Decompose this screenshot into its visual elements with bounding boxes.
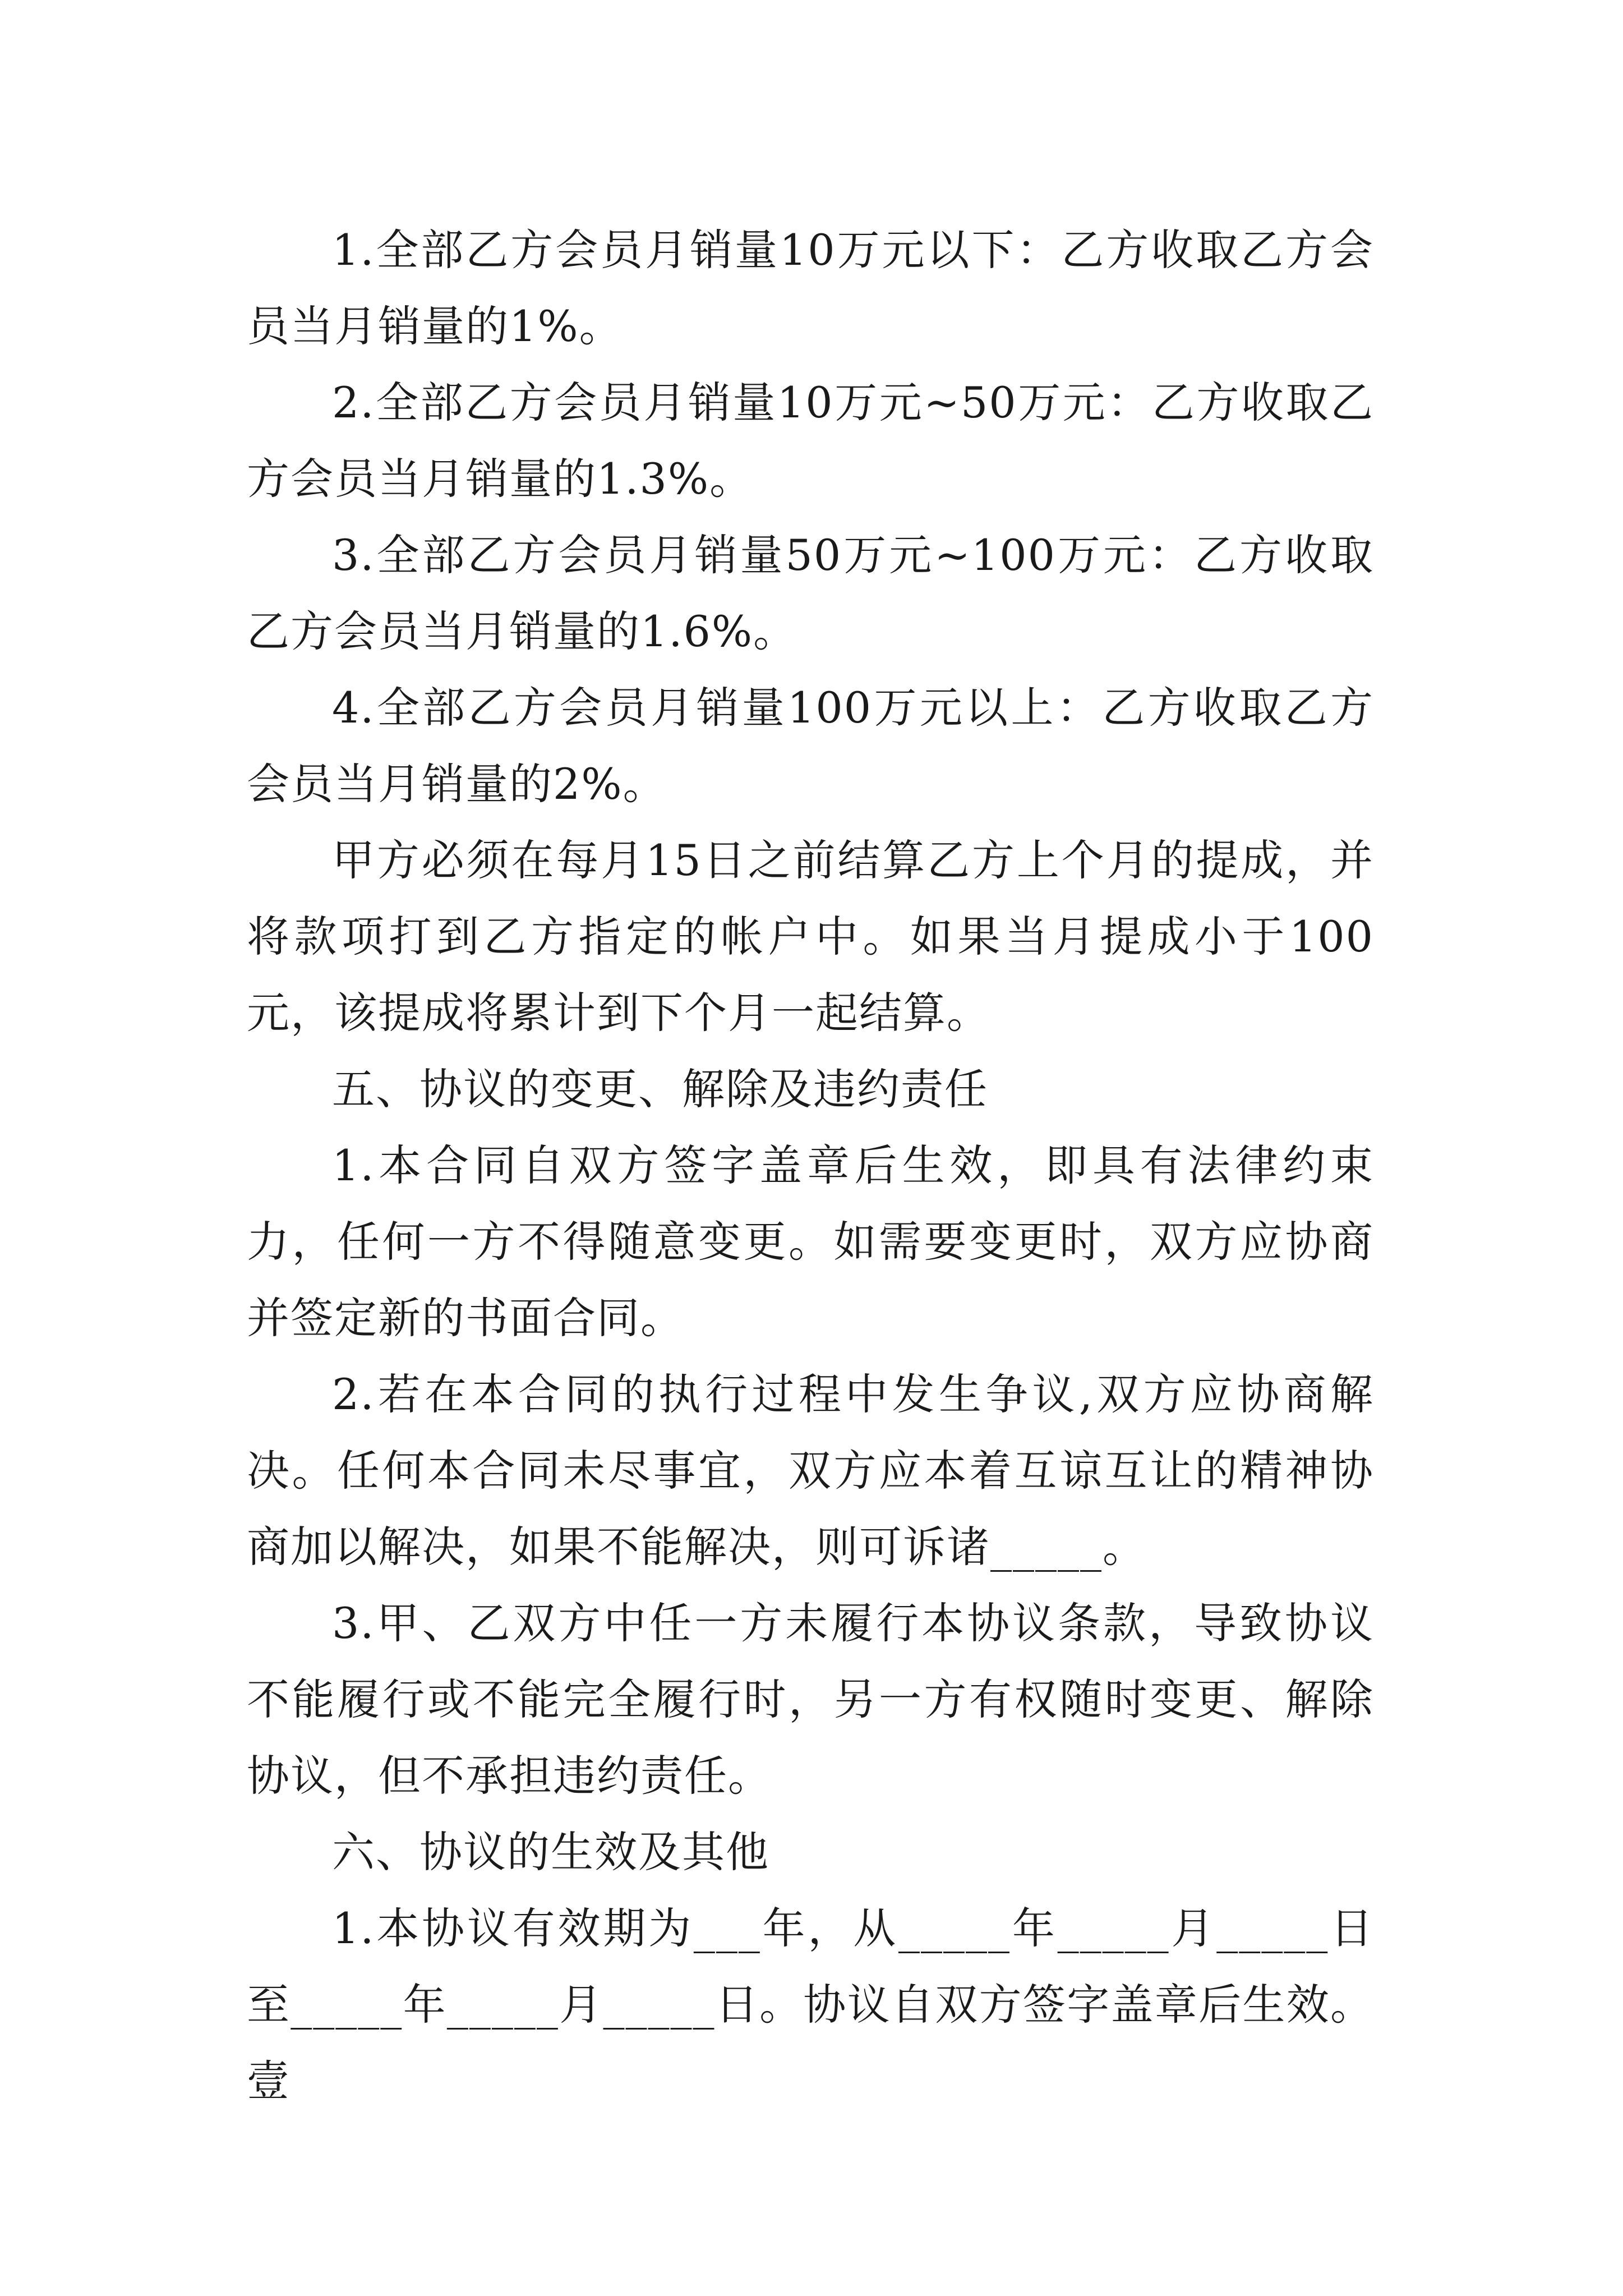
section-heading-6: 六、协议的生效及其他 xyxy=(332,1827,769,1877)
clause-6-1: 1.本协议有效期为___年，从_____年_____月_____日至_____年_____月_____日。协议自双方签字盖章后生效。壹 xyxy=(247,1903,1374,2106)
document-body xyxy=(247,212,1374,2119)
clause-5-2: 2.若在本合同的执行过程中发生争议,双方应协商解决。任何本合同未尽事宜，双方应本着互谅互让的精神协商加以解决，如果不能解决，则可诉诸_____。 xyxy=(247,1369,1374,1572)
clause-5-1: 1.本合同自双方签字盖章后生效，即具有法律约束力，任何一方不得随意变更。如需要变更时，双方应协商并签定新的书面合同。 xyxy=(247,1140,1374,1343)
section-heading-5: 五、协议的变更、解除及违约责任 xyxy=(332,1064,988,1114)
settlement-paragraph: 甲方必须在每月15日之前结算乙方上个月的提成，并将款项打到乙方指定的帐户中。如果当月提成小于100元，该提成将累计到下个月一起结算。 xyxy=(247,835,1374,1038)
clause-tier-1: 1.全部乙方会员月销量10万元以下：乙方收取乙方会员当月销量的1%。 xyxy=(247,225,1374,351)
clause-tier-3: 3.全部乙方会员月销量50万元~100万元：乙方收取乙方会员当月销量的1.6%。 xyxy=(247,530,1374,656)
clause-5-3: 3.甲、乙双方中任一方未履行本协议条款，导致协议不能履行或不能完全履行时，另一方有权随时变更、解除协议，但不承担违约责任。 xyxy=(247,1598,1374,1801)
clause-tier-4: 4.全部乙方会员月销量100万元以上：乙方收取乙方会员当月销量的2%。 xyxy=(247,683,1374,809)
clause-tier-2: 2.全部乙方会员月销量10万元~50万元：乙方收取乙方会员当月销量的1.3%。 xyxy=(247,378,1374,504)
